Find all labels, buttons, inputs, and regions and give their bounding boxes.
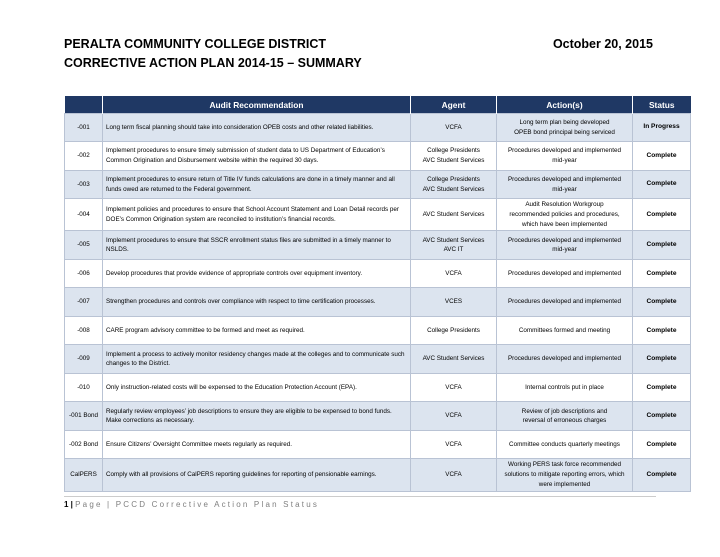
status-cell: In Progress: [633, 114, 691, 142]
status-cell: Complete: [633, 345, 691, 374]
footer-separator: |: [68, 500, 76, 509]
column-header-actions: Action(s): [497, 96, 633, 114]
document-org-title: PERALTA COMMUNITY COLLEGE DISTRICT: [64, 37, 327, 51]
document-title: CORRECTIVE ACTION PLAN 2014-15 – SUMMARY: [64, 56, 362, 70]
action-cell: Internal controls put in place: [497, 374, 633, 402]
audit-id-cell: -010: [65, 374, 103, 402]
table-row: [65, 345, 691, 374]
page-footer: [64, 500, 319, 509]
audit-recommendation-cell: Strengthen procedures and controls over compliance with respect to time certification processes.: [103, 288, 411, 317]
agent-cell: College Presidents: [411, 317, 497, 345]
footer-text: Page | PCCD Corrective Action Plan Status: [75, 500, 320, 509]
action-cell: Review of job descriptions and reversal of erroneous charges: [497, 402, 633, 431]
table-row: [65, 402, 691, 431]
agent-cell: VCFA: [411, 260, 497, 288]
action-cell: Procedures developed and implemented: [497, 260, 633, 288]
agent-cell: VCFA: [411, 431, 497, 459]
audit-id-cell: -005: [65, 231, 103, 260]
agent-cell: VCFA: [411, 402, 497, 431]
status-cell: Complete: [633, 288, 691, 317]
audit-id-cell: -002 Bond: [65, 431, 103, 459]
action-cell: Procedures developed and implemented mid-year: [497, 142, 633, 171]
column-header-recommendation: Audit Recommendation: [103, 96, 411, 114]
audit-recommendation-cell: Implement policies and procedures to ensure that School Account Statement and Loan Detail records per DOE’s Common Origination system are reconciled to institution’s financial records.: [103, 199, 411, 231]
audit-recommendation-cell: Develop procedures that provide evidence of appropriate controls over equipment inventory.: [103, 260, 411, 288]
status-cell: Complete: [633, 231, 691, 260]
table-row: [65, 431, 691, 459]
audit-id-cell: -006: [65, 260, 103, 288]
agent-cell: VCFA: [411, 374, 497, 402]
audit-recommendation-cell: Regularly review employees’ job descriptions to ensure they are eligible to be expensed to bond funds. Make corrections as necessary.: [103, 402, 411, 431]
action-cell: Working PERS task force recommended solutions to mitigate reporting errors, which were implemented: [497, 459, 633, 491]
table-row: [65, 142, 691, 171]
action-cell: Procedures developed and implemented: [497, 345, 633, 374]
status-cell: Complete: [633, 171, 691, 199]
column-header-status: Status: [633, 96, 691, 114]
table-row: [65, 199, 691, 231]
agent-cell: AVC Student Services AVC IT: [411, 231, 497, 260]
table-row: [65, 231, 691, 260]
action-cell: Committees formed and meeting: [497, 317, 633, 345]
table-row: [65, 171, 691, 199]
page-number: 1: [64, 500, 69, 509]
action-cell: Procedures developed and implemented mid-year: [497, 171, 633, 199]
audit-recommendation-cell: Implement a process to actively monitor residency changes made at the colleges and to communicate such changes to the District.: [103, 345, 411, 374]
document-date: October 20, 2015: [552, 37, 653, 51]
action-cell: Procedures developed and implemented: [497, 288, 633, 317]
audit-id-cell: -004: [65, 199, 103, 231]
action-cell: Long term plan being developed OPEB bond principal being serviced: [497, 114, 633, 142]
audit-recommendation-cell: Implement procedures to ensure that SSCR enrollment status files are submitted in a timely manner to NSLDS.: [103, 231, 411, 260]
audit-id-cell: -007: [65, 288, 103, 317]
agent-cell: College Presidents AVC Student Services: [411, 142, 497, 171]
audit-id-cell: -001: [65, 114, 103, 142]
audit-id-cell: -009: [65, 345, 103, 374]
audit-recommendation-cell: Implement procedures to ensure timely submission of student data to US Department of Education’s Common Origination and Disbursement website within the required 30 days.: [103, 142, 411, 171]
action-cell: Committee conducts quarterly meetings: [497, 431, 633, 459]
agent-cell: AVC Student Services: [411, 199, 497, 231]
audit-id-cell: -001 Bond: [65, 402, 103, 431]
audit-recommendation-cell: Ensure Citizens’ Oversight Committee meets regularly as required.: [103, 431, 411, 459]
audit-recommendation-cell: Implement procedures to ensure return of Title IV funds calculations are done in a timely manner and all funds owed are returned to the Federal government.: [103, 171, 411, 199]
footer-divider: [64, 496, 656, 497]
audit-id-cell: -003: [65, 171, 103, 199]
status-cell: Complete: [633, 317, 691, 345]
table-row: [65, 459, 691, 491]
agent-cell: VCFA: [411, 114, 497, 142]
table-row: [65, 374, 691, 402]
status-cell: Complete: [633, 260, 691, 288]
table-row: [65, 260, 691, 288]
status-cell: Complete: [633, 402, 691, 431]
status-cell: Complete: [633, 374, 691, 402]
table-row: [65, 317, 691, 345]
agent-cell: VCFA: [411, 459, 497, 491]
table-row: [65, 114, 691, 142]
action-cell: Procedures developed and implemented mid-year: [497, 231, 633, 260]
audit-id-cell: -008: [65, 317, 103, 345]
agent-cell: AVC Student Services: [411, 345, 497, 374]
column-header-agent: Agent: [411, 96, 497, 114]
status-cell: Complete: [633, 199, 691, 231]
audit-recommendation-cell: Only instruction-related costs will be expensed to the Education Protection Account (EPA).: [103, 374, 411, 402]
audit-id-cell: CalPERS: [65, 459, 103, 491]
status-cell: Complete: [633, 459, 691, 491]
agent-cell: College Presidents AVC Student Services: [411, 171, 497, 199]
table-row: [65, 288, 691, 317]
table-header-row: [65, 96, 691, 114]
audit-id-cell: -002: [65, 142, 103, 171]
audit-recommendation-cell: Comply with all provisions of CalPERS reporting guidelines for reporting of pensionable earnings.: [103, 459, 411, 491]
action-cell: Audit Resolution Workgroup recommended policies and procedures, which have been implemented: [497, 199, 633, 231]
status-cell: Complete: [633, 431, 691, 459]
audit-recommendation-cell: CARE program advisory committee to be formed and meet as required.: [103, 317, 411, 345]
column-header-id: [65, 96, 103, 114]
audit-recommendation-cell: Long term fiscal planning should take into consideration OPEB costs and other related liabilities.: [103, 114, 411, 142]
corrective-action-table: [64, 96, 691, 492]
status-cell: Complete: [633, 142, 691, 171]
agent-cell: VCES: [411, 288, 497, 317]
